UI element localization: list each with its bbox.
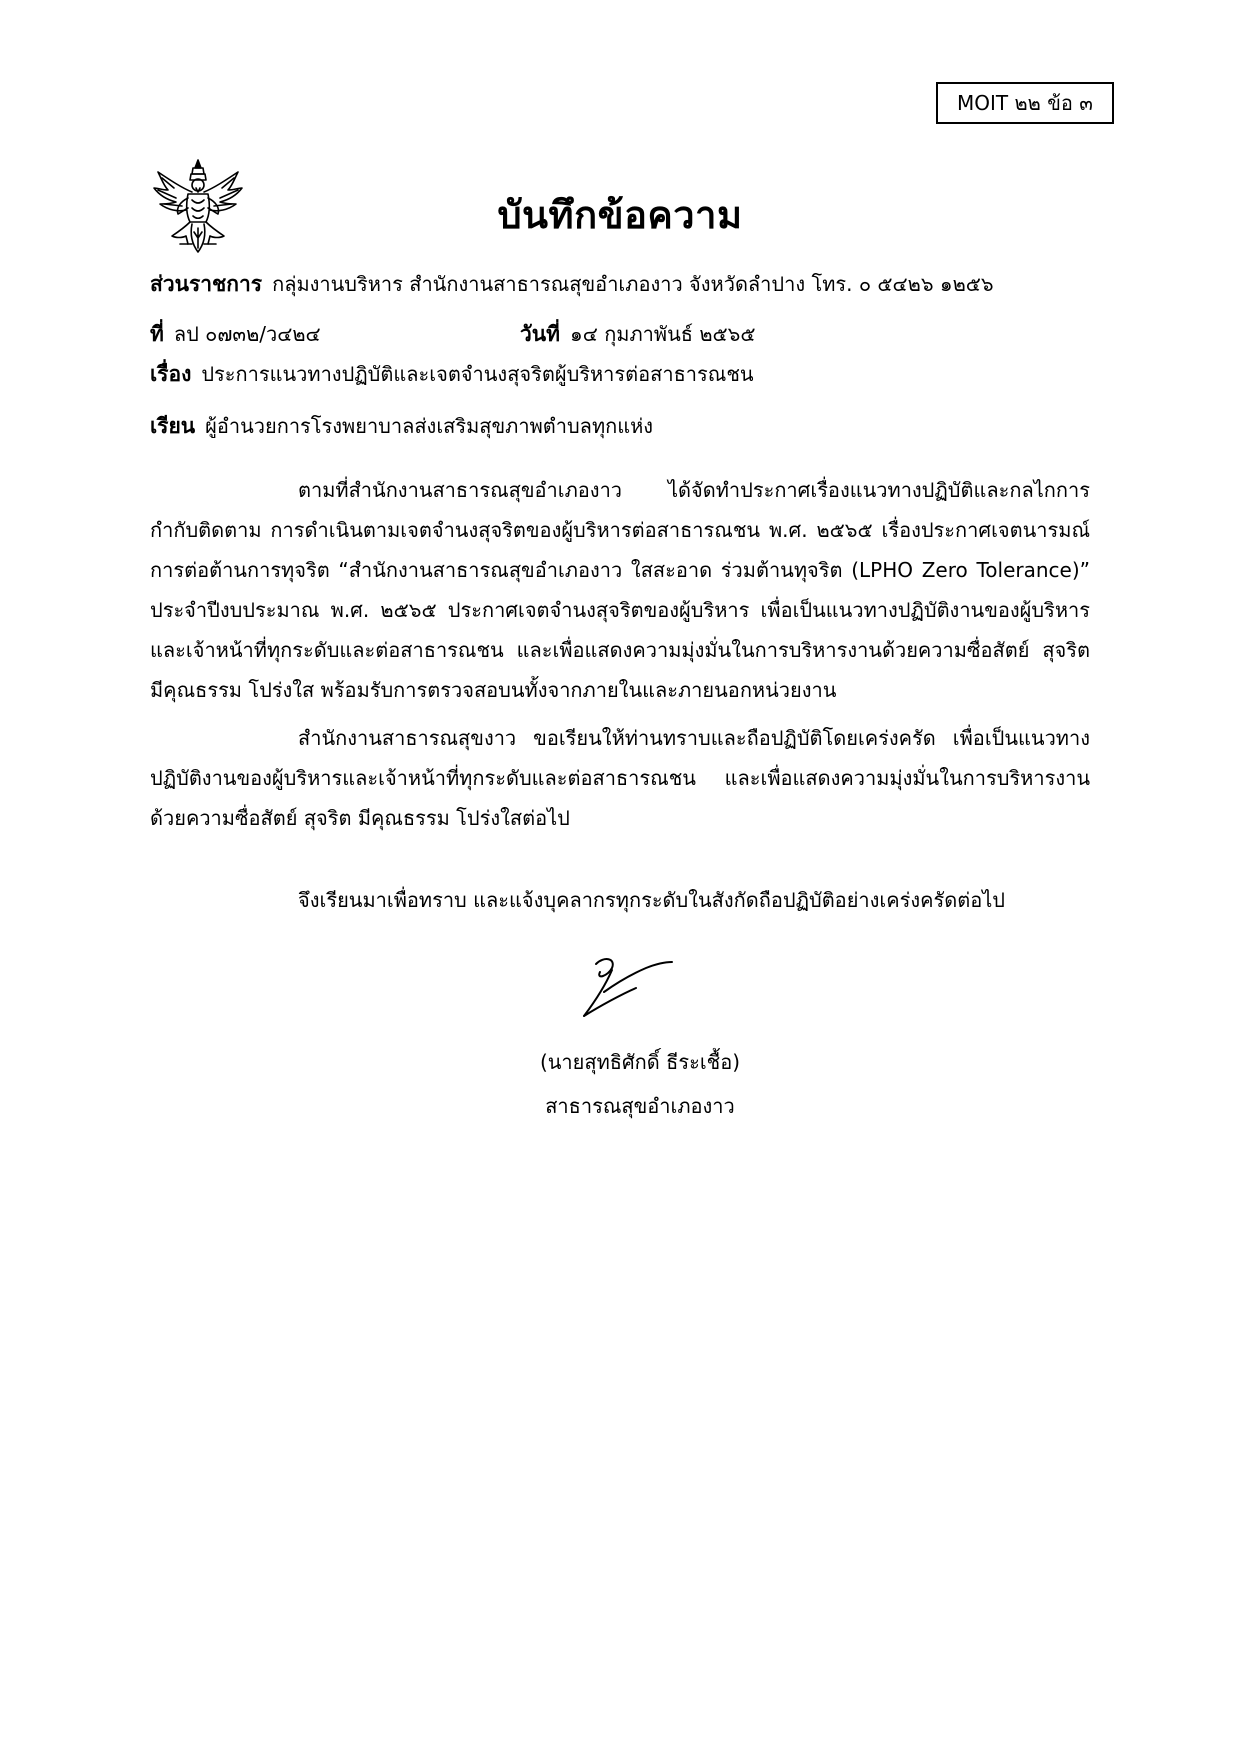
- subject-label: เรื่อง: [150, 362, 192, 386]
- handwritten-signature: [566, 950, 676, 1022]
- closing-line: จึงเรียนมาเพื่อทราบ และแจ้งบุคลากรทุกระดับในสังกัดถือปฏิบัติอย่างเคร่งครัดต่อไป: [298, 888, 1005, 912]
- paragraph-2-text: สำนักงานสาธารณสุขงาว ขอเรียนให้ท่านทราบและถือปฏิบัติโดยเคร่งครัด เพื่อเป็นแนวทางปฏิบัติงานของผู้บริหารและเจ้าหน้าที่ทุกระดับและต่อสาธารณชน และเพื่อแสดงความมุ่งมั่นในการบริหารงานด้วยความซื่อสัตย์ สุจริต มีคุณธรรม โปร่งใสต่อไป: [150, 726, 1090, 830]
- date-label: วันที่: [520, 322, 560, 346]
- to-value: ผู้อำนวยการโรงพยาบาลส่งเสริมสุขภาพตำบลทุกแห่ง: [205, 414, 654, 438]
- subject-line: [150, 358, 754, 391]
- agency-value: กลุ่มงานบริหาร สำนักงานสาธารณสุขอำเภองาว จังหวัดลำปาง โทร. ๐ ๕๔๒๖ ๑๒๕๖: [272, 272, 994, 296]
- date-value: ๑๔ กุมภาพันธ์ ๒๕๖๕: [570, 322, 756, 346]
- reference-line: [150, 318, 321, 351]
- ref-value: ลป ๐๗๓๒/ว๔๒๔: [173, 322, 321, 346]
- signatory-name: (นายสุทธิศักดิ์ ธีระเชื้อ): [539, 1050, 741, 1074]
- to-line: [150, 410, 653, 443]
- date-line: [520, 318, 755, 351]
- subject-value: ประการแนวทางปฏิบัติและเจตจำนงสุจริตผู้บริหารต่อสาธารณชน: [201, 362, 754, 386]
- document-title: บันทึกข้อความ: [497, 193, 743, 237]
- agency-line: [150, 268, 994, 301]
- reference-box: MOIT ๒๒ ข้อ ๓: [936, 82, 1114, 124]
- ref-label: ที่: [150, 322, 164, 346]
- to-label: เรียน: [150, 414, 196, 438]
- body-paragraph-2: [150, 718, 1090, 838]
- paragraph-1-text: ตามที่สำนักงานสาธารณสุขอำเภองาว ได้จัดทำประกาศเรื่องแนวทางปฏิบัติและกลไกการกำกับติดตาม การดำเนินตามเจตจำนงสุจริตของผู้บริหารต่อสาธารณชน พ.ศ. ๒๕๖๕ เรื่องประกาศเจตนารมณ์การต่อต้านการทุจริต “สำนักงานสาธารณสุขอำเภองาว ใสสะอาด ร่วมต้านทุจริต (LPHO Zero Tolerance)” ประจำปีงบประมาณ พ.ศ. ๒๕๖๕ ประกาศเจตจำนงสุจริตของผู้บริหาร เพื่อเป็นแนวทางปฏิบัติงานของผู้บริหารและเจ้าหน้าที่ทุกระดับและต่อสาธารณชน และเพื่อแสดงความมุ่งมั่นในการบริหารงานด้วยความซื่อสัตย์ สุจริต มีคุณธรรม โปร่งใส พร้อมรับการตรวจสอบนทั้งจากภายในและภายนอกหน่วยงาน: [150, 478, 1090, 702]
- signatory-title: สาธารณสุขอำเภองาว: [545, 1094, 735, 1118]
- body-paragraph-1: [150, 470, 1090, 710]
- agency-label: ส่วนราชการ: [150, 272, 263, 296]
